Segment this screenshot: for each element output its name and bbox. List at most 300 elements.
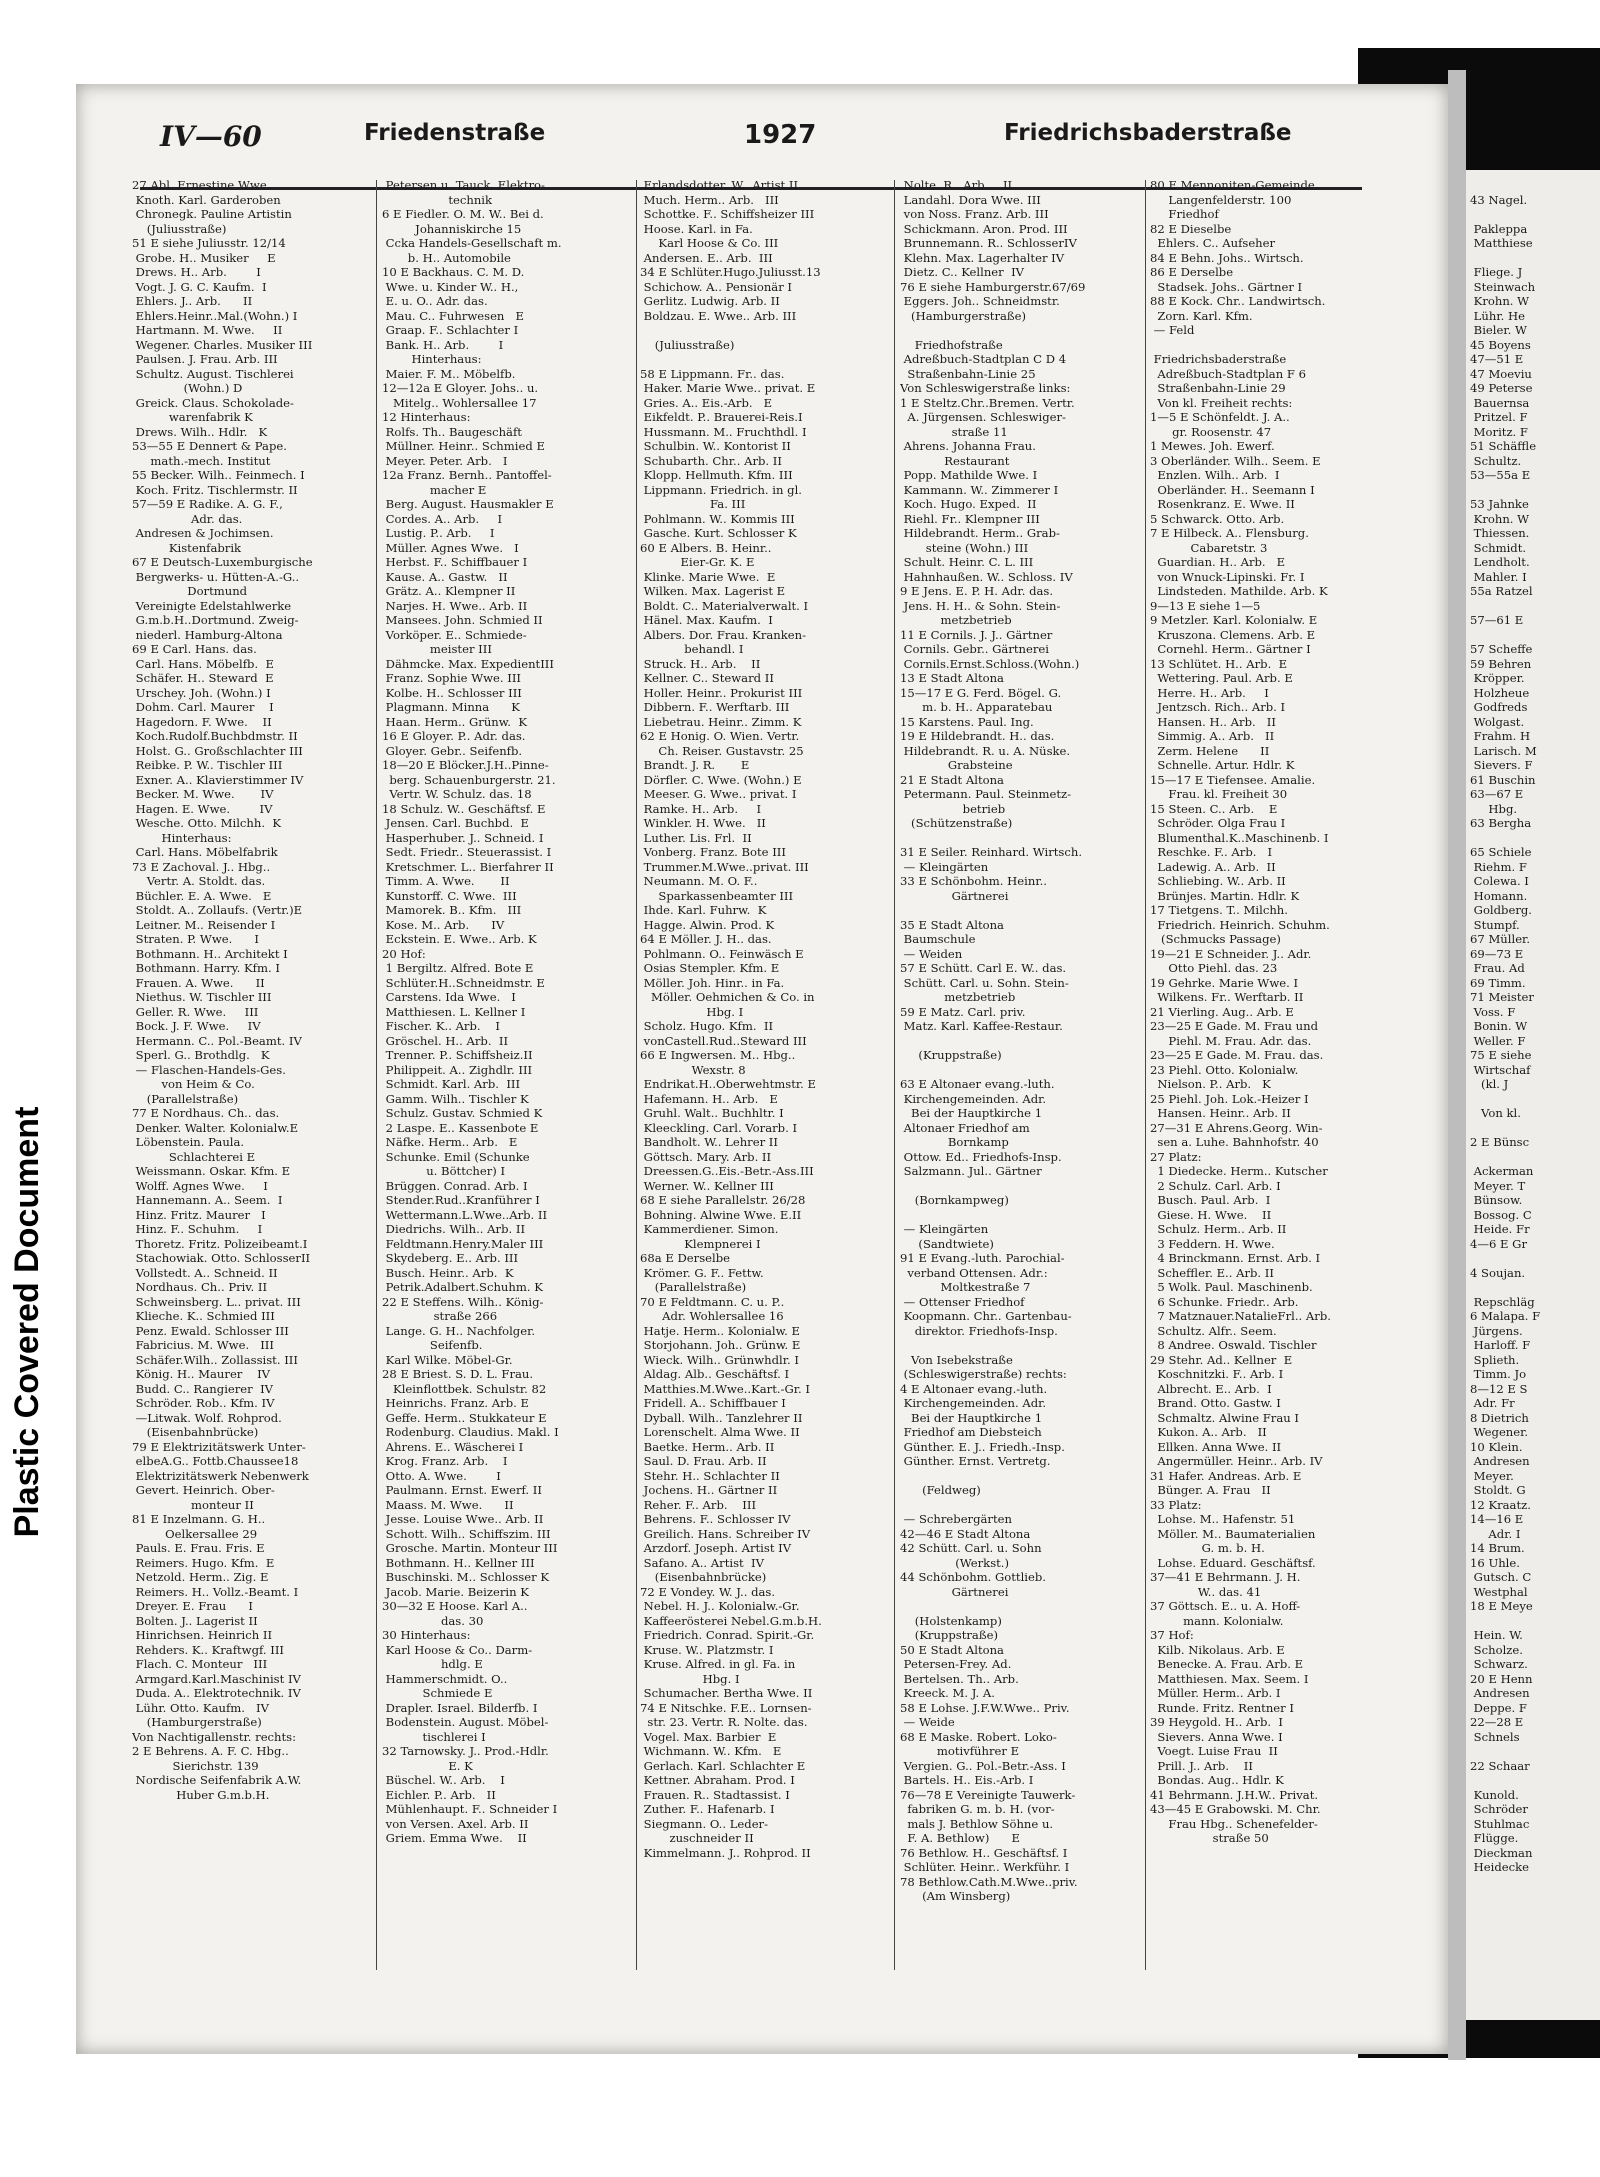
directory-entry-line: Flach. C. Monteur III: [132, 1657, 268, 1671]
directory-entry-line: Jochens. H.. Gärtner II: [640, 1483, 778, 1497]
directory-entry-line: Moltkestraße 7: [900, 1280, 1031, 1294]
directory-entry-line: Brunnemann. R.. SchlosserIV: [900, 236, 1077, 250]
directory-entry-line: Liebetrau. Heinr.. Zimm. K: [640, 714, 802, 729]
directory-entry-line: Schultz. August. Tischlerei: [132, 366, 294, 381]
directory-entry-line: 45 Boyens: [1470, 337, 1531, 352]
directory-entry-line: 8—12 E S: [1470, 1381, 1528, 1396]
column-divider: [1145, 180, 1146, 1970]
directory-entry-line: Löbenstein. Paula.: [132, 1135, 245, 1149]
directory-entry-line: 4 Brinckmann. Ernst. Arb. I: [1150, 1251, 1321, 1265]
directory-entry-line: Andresen: [1470, 1454, 1530, 1468]
street-heading-left: Friedenstraße: [364, 120, 546, 146]
directory-entry-line: (Holstenkamp): [900, 1613, 1002, 1628]
directory-entry-line: 17 Tietgens. T.. Milchh.: [1150, 903, 1288, 917]
directory-entry-line: Baumschule: [900, 932, 976, 946]
directory-entry-line: [900, 1034, 1140, 1049]
directory-entry-line: 22 E Steffens. Wilh.. König-: [382, 1294, 544, 1309]
directory-entry-line: 7 Matznauer.NatalieFrl.. Arb.: [1150, 1309, 1331, 1323]
directory-entry-line: [900, 831, 1140, 846]
directory-entry-line: Weller. F: [1470, 1033, 1526, 1048]
directory-entry-line: Krog. Franz. Arb. I: [382, 1454, 508, 1468]
directory-entry-line: Winkler. H. Wwe. II: [640, 816, 766, 830]
directory-entry-line: Mamorek. B.. Kfm. III: [382, 903, 522, 917]
directory-entry-line: 16 Uhle.: [1470, 1555, 1520, 1570]
directory-entry-line: Möller. Oehmichen & Co. in: [640, 990, 815, 1004]
directory-entry-line: Geller. R. Wwe. III: [132, 1004, 259, 1019]
directory-entry-line: Petersen-Frey. Ad.: [900, 1657, 1012, 1671]
directory-entry-line: Sedt. Friedr.. Steuerassist. I: [382, 845, 552, 859]
directory-entry-line: verband Ottensen. Adr.:: [900, 1265, 1048, 1280]
directory-entry-line: 8 Dietrich: [1470, 1410, 1529, 1425]
directory-entry-line: Griem. Emma Wwe. II: [382, 1831, 527, 1845]
directory-entry-line: Wilken. Max. Lagerist E: [640, 584, 786, 598]
directory-entry-line: Enzlen. Wilh.. Arb. I: [1150, 468, 1280, 482]
directory-entry-line: Bondas. Aug.. Hdlr. K: [1150, 1773, 1284, 1787]
directory-entry-line: Piehl. M. Frau. Adr. das.: [1150, 1033, 1312, 1048]
directory-entry-line: [1470, 1744, 1600, 1759]
directory-entry-line: [640, 323, 890, 338]
directory-entry-line: Gamm. Wilh.. Tischler K: [382, 1091, 529, 1106]
directory-entry-line: 23—25 E Gade. M. Frau und: [1150, 1019, 1319, 1033]
directory-entry-line: Voegt. Luise Frau II: [1150, 1744, 1278, 1758]
directory-entry-line: Hahnhaußen. W.. Schloss. IV: [900, 569, 1073, 584]
directory-entry-line: 6 E Fiedler. O. M. W.. Bei d.: [382, 207, 544, 221]
directory-entry-line: 74 E Nitschke. F.E.. Lornsen-: [640, 1700, 812, 1715]
directory-entry-line: (Kruppstraße): [900, 1048, 1002, 1062]
directory-entry-line: [900, 1338, 1140, 1353]
column-divider: [636, 180, 637, 1970]
directory-entry-line: Sperl. G.. Brothdlg. K: [132, 1048, 270, 1062]
directory-entry-line: str. 23. Vertr. R. Nolte. das.: [640, 1715, 808, 1729]
directory-entry-line: Vertr. W. Schulz. das. 18: [382, 787, 532, 801]
directory-entry-line: (Schleswigerstraße) rechts:: [900, 1367, 1067, 1381]
directory-entry-line: Kirchengemeinden. Adr.: [900, 1396, 1047, 1410]
directory-entry-line: — Feld: [1150, 323, 1195, 337]
directory-entry-line: 75 E siehe: [1470, 1048, 1532, 1062]
directory-entry-line: Rosenkranz. E. Wwe. II: [1150, 497, 1295, 511]
directory-entry-line: Meyer.: [1470, 1468, 1514, 1483]
directory-entry-line: [1470, 599, 1600, 614]
directory-entry-line: Philippeit. A.. Zighdlr. III: [382, 1062, 533, 1077]
directory-entry-line: metzbetrieb: [900, 613, 1012, 627]
directory-entry-line: 13 Schlütet. H.. Arb. E: [1150, 656, 1288, 671]
directory-entry-line: 70 E Feldtmann. C. u. P..: [640, 1294, 785, 1309]
directory-entry-line: Bank. H.. Arb. I: [382, 337, 504, 352]
directory-entry-line: Luther. Lis. Frl. II: [640, 830, 752, 845]
directory-entry-line: Petermann. Paul. Steinmetz-: [900, 787, 1072, 801]
directory-entry-line: (kl. J: [1470, 1077, 1509, 1091]
directory-entry-line: Hammerschmidt. O..: [382, 1671, 508, 1686]
directory-entry-line: vonCastell.Rud..Steward III: [640, 1033, 807, 1048]
directory-entry-line: Frau. kl. Freiheit 30: [1150, 787, 1288, 801]
directory-entry-line: 1—5 E Schönfeldt. J. A..: [1150, 410, 1290, 424]
directory-entry-line: Schmaltz. Alwine Frau I: [1150, 1410, 1299, 1425]
directory-entry-line: Bartels. H.. Eis.-Arb. I: [900, 1773, 1034, 1787]
directory-entry-line: 35 E Stadt Altona: [900, 917, 1004, 932]
directory-entry-line: Friedrich. Conrad. Spirit.-Gr.: [640, 1628, 815, 1642]
directory-entry-line: [900, 1469, 1140, 1484]
directory-entry-line: 64 E Möller. J. H.. das.: [640, 932, 772, 946]
directory-entry-line: [1470, 1614, 1600, 1629]
directory-entry-line: Lühr. He: [1470, 308, 1525, 323]
directory-entry-line: Cornils. Gebr.. Gärtnerei: [900, 642, 1049, 656]
directory-entry-line: Von Isebekstraße: [900, 1352, 1013, 1367]
year-heading: 1927: [744, 120, 817, 150]
directory-entry-line: Wolgast.: [1470, 714, 1525, 729]
directory-entry-line: Pakleppa: [1470, 221, 1528, 236]
directory-entry-line: Göttsch. Mary. Arb. II: [640, 1149, 772, 1164]
directory-entry-line: Gärtnerei: [900, 888, 1009, 903]
directory-entry-line: Hagge. Alwin. Prod. K: [640, 917, 775, 932]
directory-entry-line: Otto Piehl. das. 23: [1150, 961, 1278, 975]
directory-entry-line: 21 Vierling. Aug.. Arb. E: [1150, 1004, 1294, 1019]
directory-entry-line: Meyer. T: [1470, 1178, 1526, 1193]
directory-entry-line: Andresen: [1470, 1686, 1530, 1700]
directory-entry-line: 69 Timm.: [1470, 975, 1526, 990]
directory-entry-line: Stoldt. G: [1470, 1483, 1526, 1497]
directory-entry-line: Kilb. Nikolaus. Arb. E: [1150, 1642, 1285, 1657]
directory-entry-line: 1 E Steltz.Chr..Bremen. Vertr.: [900, 395, 1075, 410]
directory-entry-line: Von kl. Freiheit rechts:: [1150, 395, 1293, 410]
directory-entry-line: niederl. Hamburg-Altona: [132, 627, 283, 642]
directory-entry-line: Wegener. Charles. Musiker III: [132, 337, 313, 352]
directory-entry-line: Exner. A.. Klavierstimmer IV: [132, 772, 304, 787]
directory-entry-line: Sievers. Anna Wwe. I: [1150, 1729, 1283, 1744]
directory-entry-line: Eier-Gr. K. E: [640, 555, 755, 569]
directory-entry-line: Krohn. W: [1470, 294, 1530, 308]
directory-entry-line: (Feldweg): [900, 1483, 981, 1497]
directory-entry-line: 43 Nagel.: [1470, 192, 1528, 207]
directory-entry-line: Wettering. Paul. Arb. E: [1150, 671, 1293, 685]
directory-entry-line: 55a Ratzel: [1470, 584, 1533, 598]
directory-entry-line: 32 Tarnowsky. J.. Prod.-Hdlr.: [382, 1744, 549, 1758]
directory-entry-line: Elektrizitätswerk Nebenwerk: [132, 1468, 309, 1483]
directory-entry-line: 43—45 E Grabowski. M. Chr.: [1150, 1802, 1321, 1816]
directory-entry-line: (Bornkampweg): [900, 1193, 1009, 1207]
directory-entry-line: Rehders. K.. Kraftwgf. III: [132, 1642, 285, 1657]
directory-entry-line: Maier. F. M.. Möbelfb.: [382, 366, 516, 381]
directory-entry-line: Von kl.: [1470, 1106, 1521, 1120]
directory-entry-line: Nordische Seifenfabrik A.W.: [132, 1773, 302, 1787]
directory-entry-line: Struck. H.. Arb. II: [640, 656, 761, 671]
directory-entry-line: 47 Moeviu: [1470, 366, 1532, 381]
directory-entry-line: Herre. H.. Arb. I: [1150, 685, 1269, 700]
column-divider: [376, 180, 377, 1970]
directory-entry-line: Kröpper.: [1470, 671, 1525, 685]
directory-entry-line: 21 E Stadt Altona: [900, 772, 1004, 787]
directory-entry-line: 12 Hinterhaus:: [382, 410, 471, 424]
directory-entry-line: Wwe. u. Kinder W.. H.,: [382, 279, 519, 294]
directory-entry-line: Schäfer. H.. Steward E: [132, 671, 274, 685]
directory-entry-line: Buschinski. M.. Schlosser K: [382, 1570, 549, 1584]
directory-entry-line: Niethus. W. Tischler III: [132, 990, 272, 1004]
directory-entry-line: Wolff. Agnes Wwe. I: [132, 1178, 268, 1193]
directory-entry-line: sen a. Luhe. Bahnhofstr. 40: [1150, 1135, 1319, 1149]
directory-entry-line: Lindsteden. Mathilde. Arb. K: [1150, 584, 1328, 598]
directory-entry-line: m. b. H.. Apparatebau: [900, 700, 1053, 714]
directory-entry-line: Siegmann. O.. Leder-: [640, 1816, 769, 1831]
directory-entry-line: Seifenfb.: [382, 1338, 483, 1352]
directory-entry-line: Lühr. Otto. Kaufm. IV: [132, 1700, 269, 1715]
directory-entry-line: math.-mech. Institut: [132, 453, 271, 468]
directory-entry-line: Klempnerei I: [640, 1236, 761, 1251]
directory-entry-line: Herbst. F.. Schiffbauer I: [382, 555, 528, 569]
directory-entry-line: Boldzau. E. Wwe.. Arb. III: [640, 308, 797, 323]
directory-entry-line: 76—78 E Vereinigte Tauwerk-: [900, 1787, 1076, 1802]
directory-entry-line: Dreyer. E. Frau I: [132, 1599, 253, 1613]
directory-entry-line: Friedhof: [1150, 207, 1219, 221]
directory-entry-line: Jentzsch. Rich.. Arb. I: [1150, 700, 1286, 714]
directory-entry-line: [1470, 1150, 1600, 1165]
directory-entry-line: Schultz. Alfr.. Seem.: [1150, 1323, 1277, 1338]
directory-entry-line: Holst. G.. Großschlachter III: [132, 743, 303, 758]
directory-entry-line: Nebel. H. J.. Kolonialw.-Gr.: [640, 1599, 800, 1613]
directory-entry-line: Bossog. C: [1470, 1207, 1532, 1222]
directory-entry-line: das. 30: [382, 1613, 484, 1628]
directory-entry-line: Matthies.M.Wwe..Kart.-Gr. I: [640, 1381, 810, 1396]
directory-entry-line: 68a E Derselbe: [640, 1251, 730, 1265]
directory-entry-line: Hafemann. H.. Arb. E: [640, 1091, 778, 1106]
directory-entry-line: Frau. Ad: [1470, 961, 1525, 975]
directory-entry-line: Johanniskirche 15: [382, 221, 522, 236]
directory-entry-line: (Parallelstraße): [132, 1091, 239, 1106]
directory-entry-line: 71 Meister: [1470, 990, 1534, 1004]
directory-entry-line: Homann.: [1470, 888, 1528, 903]
directory-entry-line: [1470, 1280, 1600, 1295]
directory-entry-line: Behrens. F.. Schlosser IV: [640, 1512, 791, 1526]
directory-entry-line: 2 Laspe. E.. Kassenbote E: [382, 1120, 539, 1135]
directory-entry-line: Hbg. I: [640, 1671, 740, 1686]
directory-entry-line: Kreeck. M. J. A.: [900, 1686, 995, 1700]
directory-entry-line: Kimmelmann. J.. Rohprod. II: [640, 1845, 811, 1860]
directory-entry-line: elbeA.G.. Fottb.Chaussee18: [132, 1454, 299, 1468]
directory-entry-line: b. H.. Automobile: [382, 250, 511, 265]
directory-entry-line: Straten. P. Wwe. I: [132, 932, 259, 946]
directory-entry-line: Much. Herm.. Arb. III: [640, 192, 779, 207]
directory-entry-line: Müller. Agnes Wwe. I: [382, 540, 519, 555]
directory-entry-line: 37—41 E Behrmann. J. H.: [1150, 1570, 1301, 1584]
directory-entry-line: Schulz. Gustav. Schmied K: [382, 1106, 543, 1120]
directory-entry-line: Kammerdiener. Simon.: [640, 1222, 779, 1236]
directory-entry-line: Adr. I: [1470, 1526, 1521, 1541]
directory-entry-line: Ehlers. J.. Arb. II: [132, 294, 253, 308]
directory-entry-line: Müller. Herm.. Arb. I: [1150, 1686, 1281, 1700]
directory-entry-line: Hinz. Fritz. Maurer I: [132, 1207, 266, 1222]
directory-entry-line: [1470, 1251, 1600, 1266]
directory-entry-line: [900, 1498, 1140, 1513]
directory-entry-line: Altonaer Friedhof am: [900, 1120, 1030, 1135]
directory-entry-line: Berg. August. Hausmakler E: [382, 497, 554, 511]
directory-entry-line: Dreessen.G..Eis.-Betr.-Ass.III: [640, 1164, 814, 1178]
directory-entry-line: Hänel. Max. Kaufm. I: [640, 613, 773, 627]
directory-entry-line: Kolbe. H.. Schlosser III: [382, 685, 522, 700]
directory-entry-line: Timm. A. Wwe. II: [382, 874, 510, 888]
directory-entry-line: 6 Schunke. Friedr.. Arb.: [1150, 1294, 1299, 1309]
directory-entry-line: Ihde. Karl. Fuhrw. K: [640, 903, 767, 917]
directory-entry-line: Hinz. F.. Schuhm. I: [132, 1222, 263, 1236]
directory-entry-line: Dähmcke. Max. ExpedientIII: [382, 656, 554, 671]
directory-entry-line: 12a Franz. Bernh.. Pantoffel-: [382, 468, 552, 482]
directory-entry-line: Hatje. Herm.. Kolonialw. E: [640, 1323, 800, 1338]
directory-entry-line: Drapler. Israel. Bilderfb. I: [382, 1700, 538, 1715]
directory-entry-line: Kleinflottbek. Schulstr. 82: [382, 1381, 547, 1396]
directory-entry-line: Chronegk. Pauline Artistin: [132, 207, 292, 221]
directory-entry-line: Jacob. Marie. Beizerin K: [382, 1584, 529, 1599]
directory-entry-line: Lustig. P.. Arb. I: [382, 526, 495, 540]
directory-entry-line: — Schrebergärten: [900, 1512, 1012, 1526]
directory-entry-line: Wieck. Wilh.. Grünwhdlr. I: [640, 1352, 799, 1367]
directory-entry-line: Gloyer. Gebr.. Seifenfb.: [382, 743, 523, 758]
directory-entry-line: Brandt. J. R. E: [640, 758, 750, 772]
directory-entry-line: Kruszona. Clemens. Arb. E: [1150, 627, 1316, 642]
directory-entry-line: Ackerman: [1470, 1164, 1534, 1178]
directory-entry-line: gr. Roosenstr. 47: [1150, 424, 1272, 439]
directory-entry-line: Müllner. Heinr.. Schmied E: [382, 439, 545, 453]
directory-entry-line: Fabricius. M. Wwe. III: [132, 1338, 274, 1352]
side-label: Plastic Covered Document: [8, 1106, 46, 1538]
directory-entry-line: Adr. Fr: [1470, 1396, 1515, 1410]
directory-entry-line: 49 Peterse: [1470, 381, 1533, 395]
directory-entry-line: Saul. D. Frau. Arb. II: [640, 1454, 767, 1468]
directory-entry-line: Armgard.Karl.Maschinist IV: [132, 1671, 301, 1686]
page-number: IV—60: [160, 120, 262, 153]
directory-entry-line: Timm. Jo: [1470, 1367, 1527, 1381]
directory-entry-line: Ladewig. A.. Arb. II: [1150, 859, 1276, 874]
directory-entry-line: — Ottenser Friedhof: [900, 1294, 1025, 1309]
directory-entry-line: Heidecke: [1470, 1860, 1530, 1874]
directory-entry-line: Drews. Wilh.. Hdlr. K: [132, 424, 268, 439]
directory-column-2: [382, 178, 632, 1846]
directory-entry-line: [900, 1599, 1140, 1614]
directory-entry-line: Schottke. F.. Schiffsheizer III: [640, 207, 815, 221]
directory-entry-line: Krohn. W: [1470, 511, 1530, 526]
directory-entry-line: Kunstorff. C. Wwe. III: [382, 888, 517, 903]
directory-entry-line: behandl. I: [640, 642, 744, 656]
directory-entry-line: Thoretz. Fritz. Polizeibeamt.I: [132, 1236, 308, 1251]
directory-entry-line: 81 E Inzelmann. G. H..: [132, 1512, 266, 1526]
directory-entry-line: Bünsow.: [1470, 1193, 1523, 1207]
directory-entry-line: Busch. Heinr.. Arb. K: [382, 1265, 514, 1280]
directory-entry-line: 42—46 E Stadt Altona: [900, 1526, 1031, 1541]
directory-entry-line: Kruse. W.. Platzmstr. I: [640, 1642, 774, 1657]
directory-entry-line: Lippmann. Friedrich. in gl.: [640, 482, 802, 497]
directory-entry-line: Ccka Handels-Gesellschaft m.: [382, 236, 562, 250]
directory-entry-line: Kellner. C.. Steward II: [640, 671, 774, 685]
directory-entry-line: Bünger. A. Frau II: [1150, 1483, 1271, 1497]
directory-entry-line: Trenner. P.. Schiffsheiz.II: [382, 1048, 533, 1062]
directory-entry-line: 6 Malapa. F: [1470, 1309, 1541, 1323]
directory-entry-line: 53—55a E: [1470, 468, 1531, 482]
directory-entry-line: 47—51 E: [1470, 352, 1524, 366]
column-divider: [894, 180, 895, 1970]
directory-entry-line: E. u. O.. Adr. das.: [382, 294, 488, 308]
directory-entry-line: betrieb: [900, 801, 1006, 816]
directory-entry-line: Paulmann. Ernst. Ewerf. II: [382, 1483, 542, 1497]
directory-entry-line: Bieler. W: [1470, 323, 1527, 337]
directory-entry-line: 20 E Henn: [1470, 1671, 1533, 1686]
directory-entry-line: Koch. Fritz. Tischlermstr. II: [132, 482, 298, 497]
directory-entry-line: [900, 903, 1140, 918]
directory-entry-line: Erlandsdotter. W.. Artist II: [640, 178, 799, 192]
directory-entry-line: Popp. Mathilde Wwe. I: [900, 468, 1038, 482]
directory-entry-line: Holler. Heinr.. Prokurist III: [640, 685, 803, 700]
directory-entry-line: Reimers. Hugo. Kfm. E: [132, 1555, 275, 1570]
directory-entry-line: König. H.. Maurer IV: [132, 1367, 271, 1381]
directory-entry-line: Gerlach. Karl. Schlachter E: [640, 1758, 806, 1773]
directory-entry-line: Ottow. Ed.. Friedhofs-Insp.: [900, 1149, 1062, 1164]
directory-entry-line: Schlüter. Heinr.. Werkführ. I: [900, 1860, 1070, 1874]
directory-entry-line: Albrecht. E.. Arb. I: [1150, 1381, 1272, 1396]
directory-entry-line: straße 266: [382, 1309, 498, 1323]
directory-entry-line: Reschke. F.. Arb. I: [1150, 845, 1273, 859]
directory-entry-line: — Weide: [900, 1715, 955, 1729]
directory-entry-line: 4—6 E Gr: [1470, 1236, 1527, 1251]
directory-entry-line: 1 Diedecke. Herm.. Kutscher: [1150, 1164, 1328, 1178]
directory-entry-line: Mahler. I: [1470, 569, 1527, 584]
directory-entry-line: Ch. Reiser. Gustavstr. 25: [640, 743, 804, 758]
directory-entry-line: Franz. Sophie Wwe. III: [382, 671, 522, 685]
directory-entry-line: F. A. Bethlow) E: [900, 1831, 1020, 1845]
directory-entry-line: Gruhl. Walt.. Buchhltr. I: [640, 1106, 784, 1120]
directory-entry-line: Guardian. H.. Arb. E: [1150, 555, 1286, 569]
directory-entry-line: Oelkersallee 29: [132, 1526, 258, 1541]
directory-entry-line: Stehr. H.. Schlachter II: [640, 1468, 780, 1483]
directory-entry-line: Büchler. E. A. Wwe. E: [132, 888, 272, 903]
directory-entry-line: 30—32 E Hoose. Karl A..: [382, 1599, 528, 1613]
directory-entry-line: Kunold.: [1470, 1787, 1519, 1802]
directory-entry-line: Hbg. I: [640, 1004, 744, 1019]
directory-entry-line: Safano. A.. Artist IV: [640, 1555, 764, 1570]
directory-entry-line: Ehlers. C.. Aufseher: [1150, 236, 1276, 250]
directory-entry-line: Meyer. Peter. Arb. I: [382, 453, 508, 468]
directory-entry-line: 9—13 E siehe 1—5: [1150, 598, 1261, 613]
directory-entry-line: 55 Becker. Wilh.. Feinmech. I: [132, 468, 305, 482]
directory-entry-line: Zerm. Helene II: [1150, 743, 1270, 758]
directory-entry-line: Maass. M. Wwe. II: [382, 1497, 514, 1512]
directory-entry-line: Stumpf.: [1470, 917, 1520, 932]
directory-entry-line: Bock. J. F. Wwe. IV: [132, 1019, 261, 1033]
directory-entry-line: Westphal: [1470, 1584, 1528, 1599]
directory-entry-line: Vollstedt. A.. Schneid. II: [132, 1265, 278, 1280]
directory-entry-line: metzbetrieb: [900, 990, 1016, 1004]
directory-entry-line: Dibbern. F.. Werftarb. III: [640, 700, 790, 714]
directory-entry-line: Kammann. W.. Zimmerer I: [900, 482, 1059, 497]
directory-entry-line: Schröder. Rob.. Kfm. IV: [132, 1396, 275, 1410]
directory-entry-line: Schulbin. W.. Kontorist II: [640, 439, 791, 453]
directory-entry-line: Stadsek. Johs.. Gärtner I: [1150, 279, 1303, 294]
directory-entry-line: Steinwach: [1470, 279, 1536, 294]
directory-entry-line: 14—16 E: [1470, 1512, 1524, 1526]
directory-entry-line: 68 E siehe Parallelstr. 26/28: [640, 1193, 806, 1207]
directory-entry-line: 69 E Carl. Hans. das.: [132, 642, 257, 656]
directory-entry-line: Wettermann.L.Wwe..Arb. II: [382, 1207, 548, 1222]
directory-entry-line: 84 E Behn. Johs.. Wirtsch.: [1150, 250, 1304, 265]
directory-entry-line: 80 E Mennoniten-Gemeinde.: [1150, 178, 1319, 192]
directory-entry-line: 8 Andree. Oswald. Tischler: [1150, 1338, 1317, 1352]
directory-entry-line: 39 Heygold. H.. Arb. I: [1150, 1715, 1283, 1729]
directory-entry-line: 41 Behrmann. J.H.W.. Privat.: [1150, 1787, 1319, 1802]
directory-entry-line: (Schmucks Passage): [1150, 932, 1281, 946]
directory-entry-line: Dohm. Carl. Maurer I: [132, 700, 274, 714]
directory-entry-line: Landahl. Dora Wwe. III: [900, 192, 1041, 207]
directory-entry-line: Eikfeldt. P.. Brauerei-Reis.I: [640, 410, 803, 424]
directory-entry-line: 88 E Kock. Chr.. Landwirtsch.: [1150, 294, 1326, 308]
directory-entry-line: Plagmann. Minna K: [382, 700, 520, 714]
directory-entry-line: Penz. Ewald. Schlosser III: [132, 1323, 289, 1338]
directory-entry-line: von Versen. Axel. Arb. II: [382, 1816, 529, 1831]
directory-entry-line: Schmiede E: [382, 1686, 493, 1700]
directory-entry-line: 66 E Ingwersen. M.. Hbg..: [640, 1048, 796, 1062]
